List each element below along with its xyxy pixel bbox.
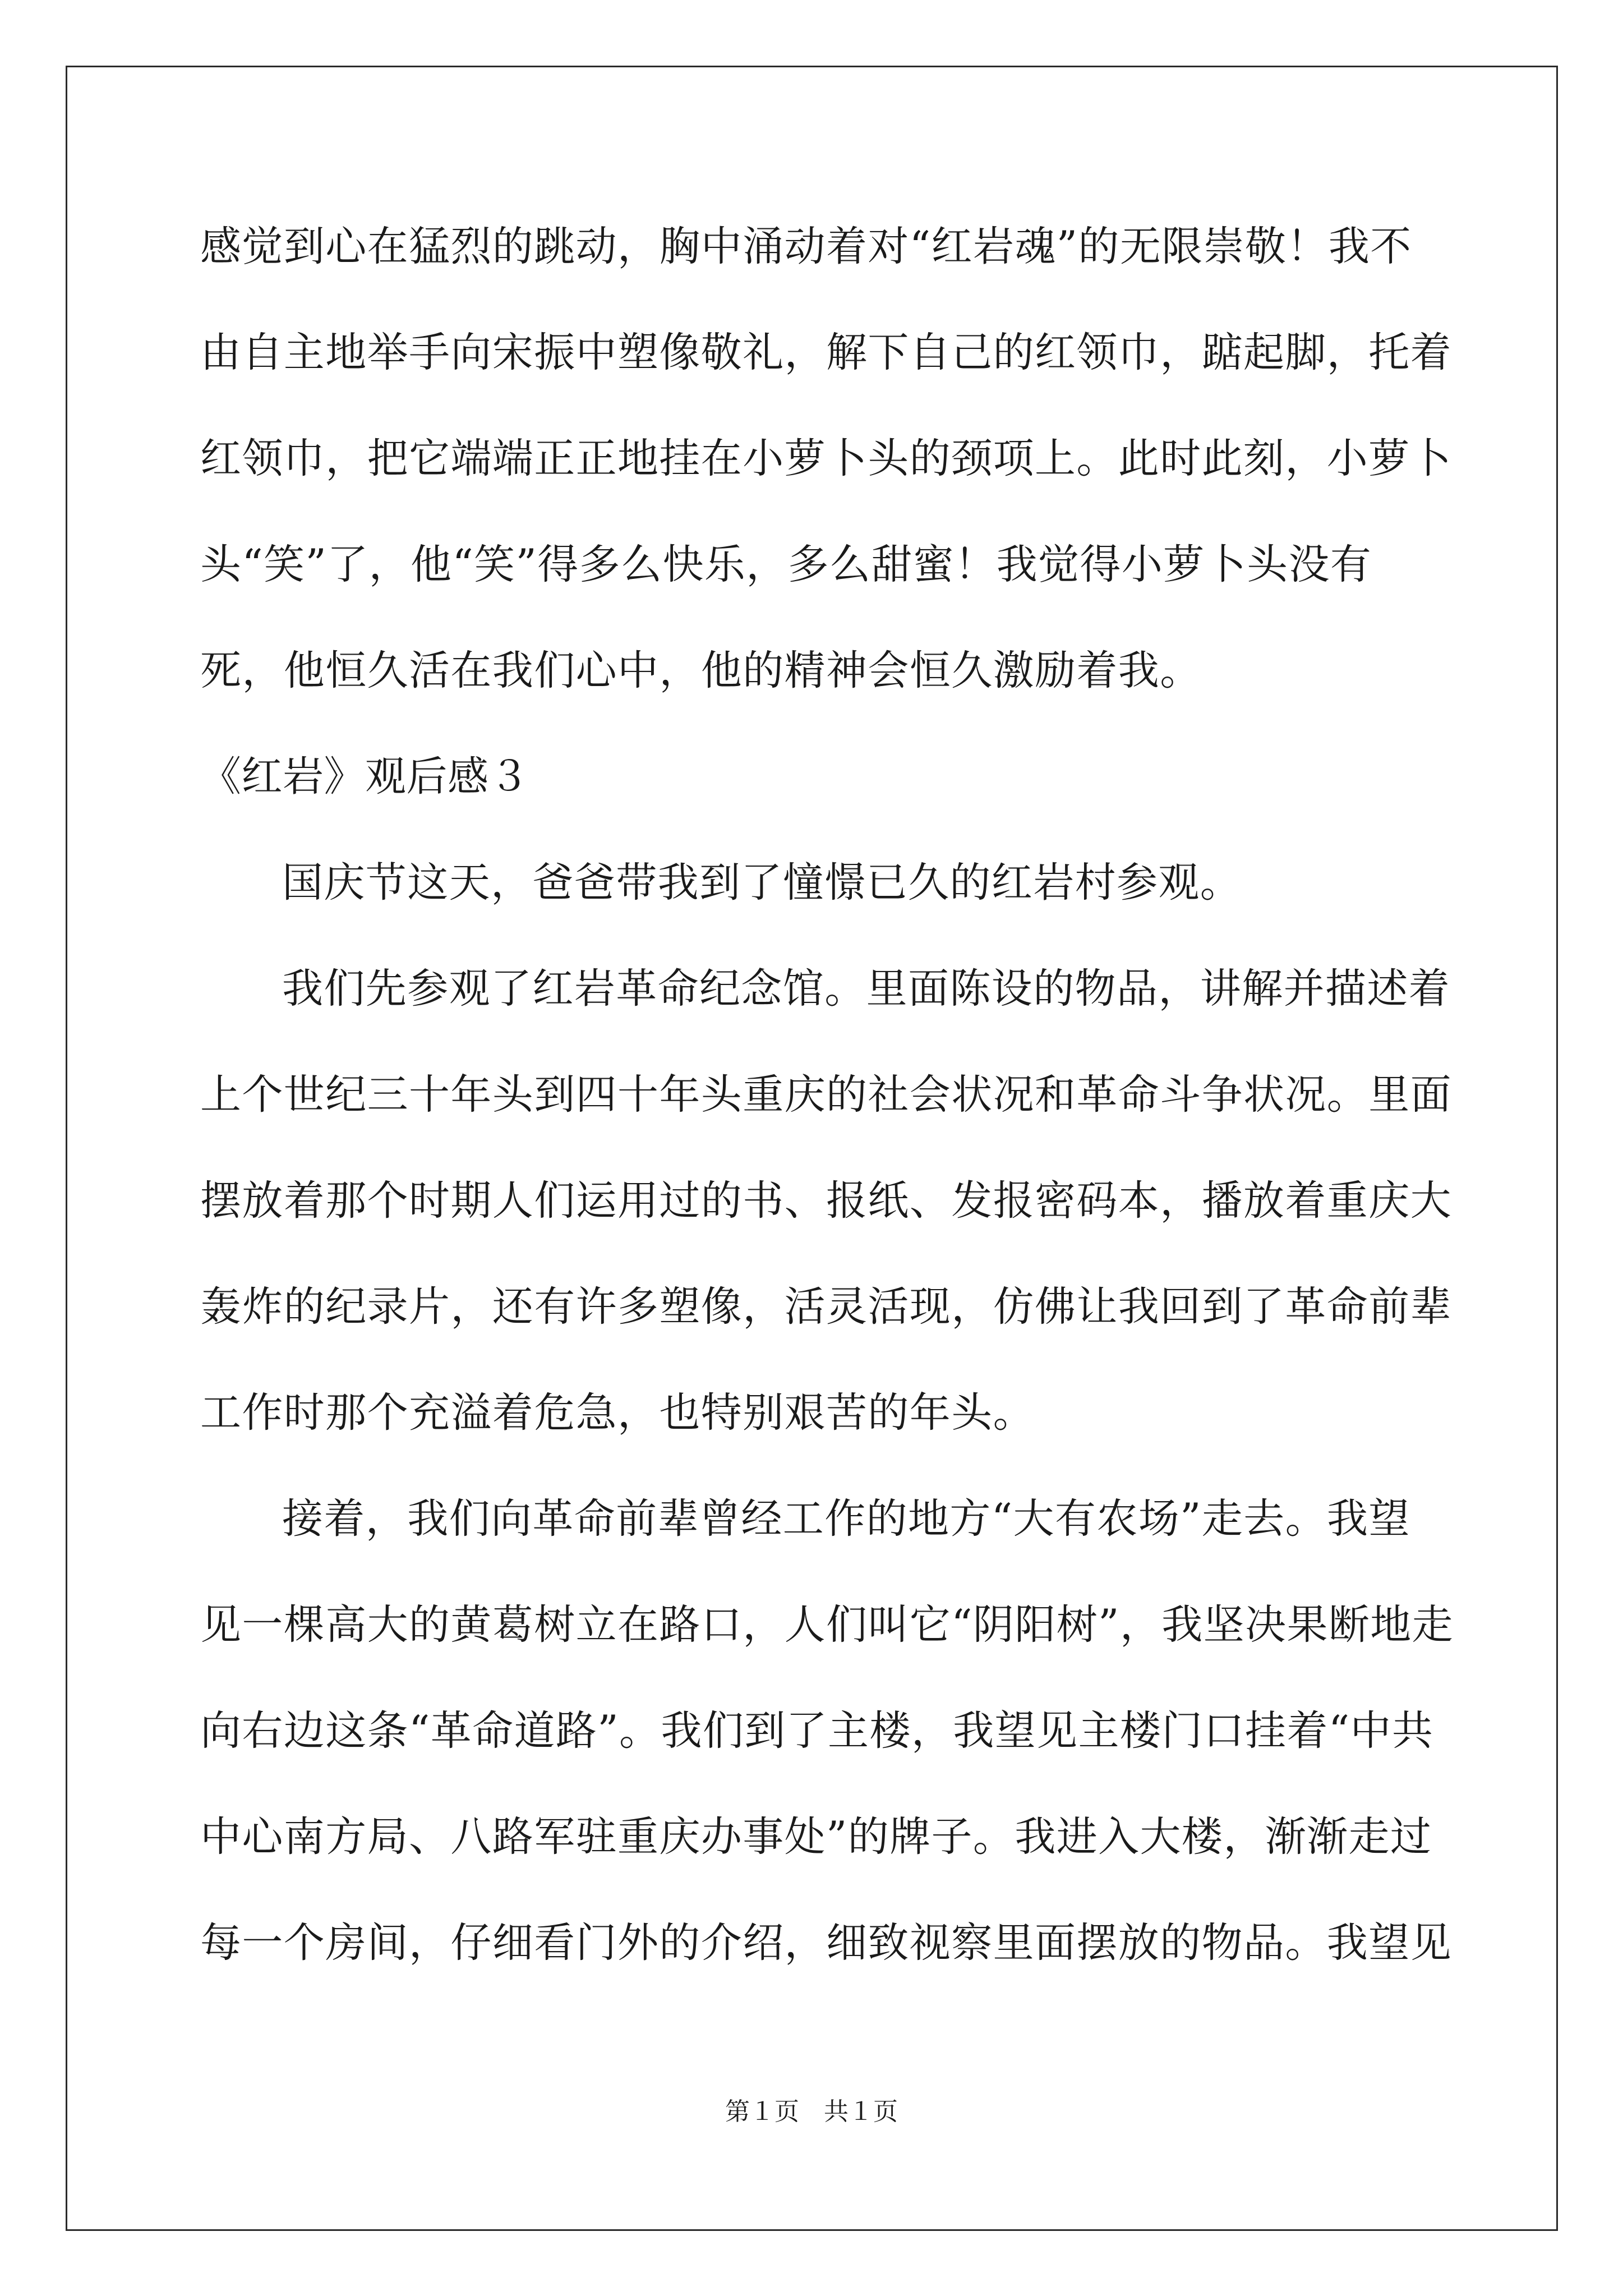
text-line: 头“笑”了，他“笑”得多么快乐，多么甜蜜！我觉得小萝卜头没有: [200, 541, 1372, 588]
section-heading: 《红岩》观后感３: [200, 753, 530, 800]
text-line: 由自主地举手向宋振中塑像敬礼，解下自己的红领巾，踮起脚，托着: [200, 329, 1452, 376]
text-line: 轰炸的纪录片，还有许多塑像，活灵活现，仿佛让我回到了革命前辈: [200, 1283, 1452, 1331]
text-line: 中心南方局、八路军驻重庆办事处”的牌子。我进入大楼，渐渐走过: [200, 1813, 1432, 1861]
document-body: [200, 213, 1454, 2016]
text-line: 感觉到心在猛烈的跳动，胸中涌动着对“红岩魂”的无限崇敬！我不: [200, 223, 1412, 270]
page-number-footer: 第１页 共１页: [725, 2097, 898, 2126]
text-line: 摆放着那个时期人们运用过的书、报纸、发报密码本，播放着重庆大: [200, 1177, 1452, 1225]
text-line: 工作时那个充溢着危急，也特别艰苦的年头。: [200, 1389, 1035, 1437]
text-line: 每一个房间，仔细看门外的介绍，细致视察里面摆放的物品。我望见: [200, 1919, 1452, 1967]
paragraph-start-line: 我们先参观了红岩革命纪念馆。里面陈设的物品，讲解并描述着: [282, 965, 1451, 1013]
text-line: 上个世纪三十年头到四十年头重庆的社会状况和革命斗争状况。里面: [200, 1071, 1452, 1119]
paragraph-start-line: 国庆节这天，爸爸带我到了憧憬已久的红岩村参观。: [282, 859, 1242, 907]
text-line: 向右边这条“革命道路”。我们到了主楼，我望见主楼门口挂着“中共: [200, 1707, 1434, 1755]
text-line: 红领巾，把它端端正正地挂在小萝卜头的颈项上。此时此刻，小萝卜: [200, 435, 1452, 482]
text-line: 见一棵高大的黄葛树立在路口，人们叫它“阴阳树”，我坚决果断地走: [200, 1601, 1454, 1649]
text-line: 死，他恒久活在我们心中，他的精神会恒久激励着我。: [200, 647, 1202, 694]
paragraph-start-line: 接着，我们向革命前辈曾经工作的地方“大有农场”走去。我望: [282, 1495, 1410, 1543]
